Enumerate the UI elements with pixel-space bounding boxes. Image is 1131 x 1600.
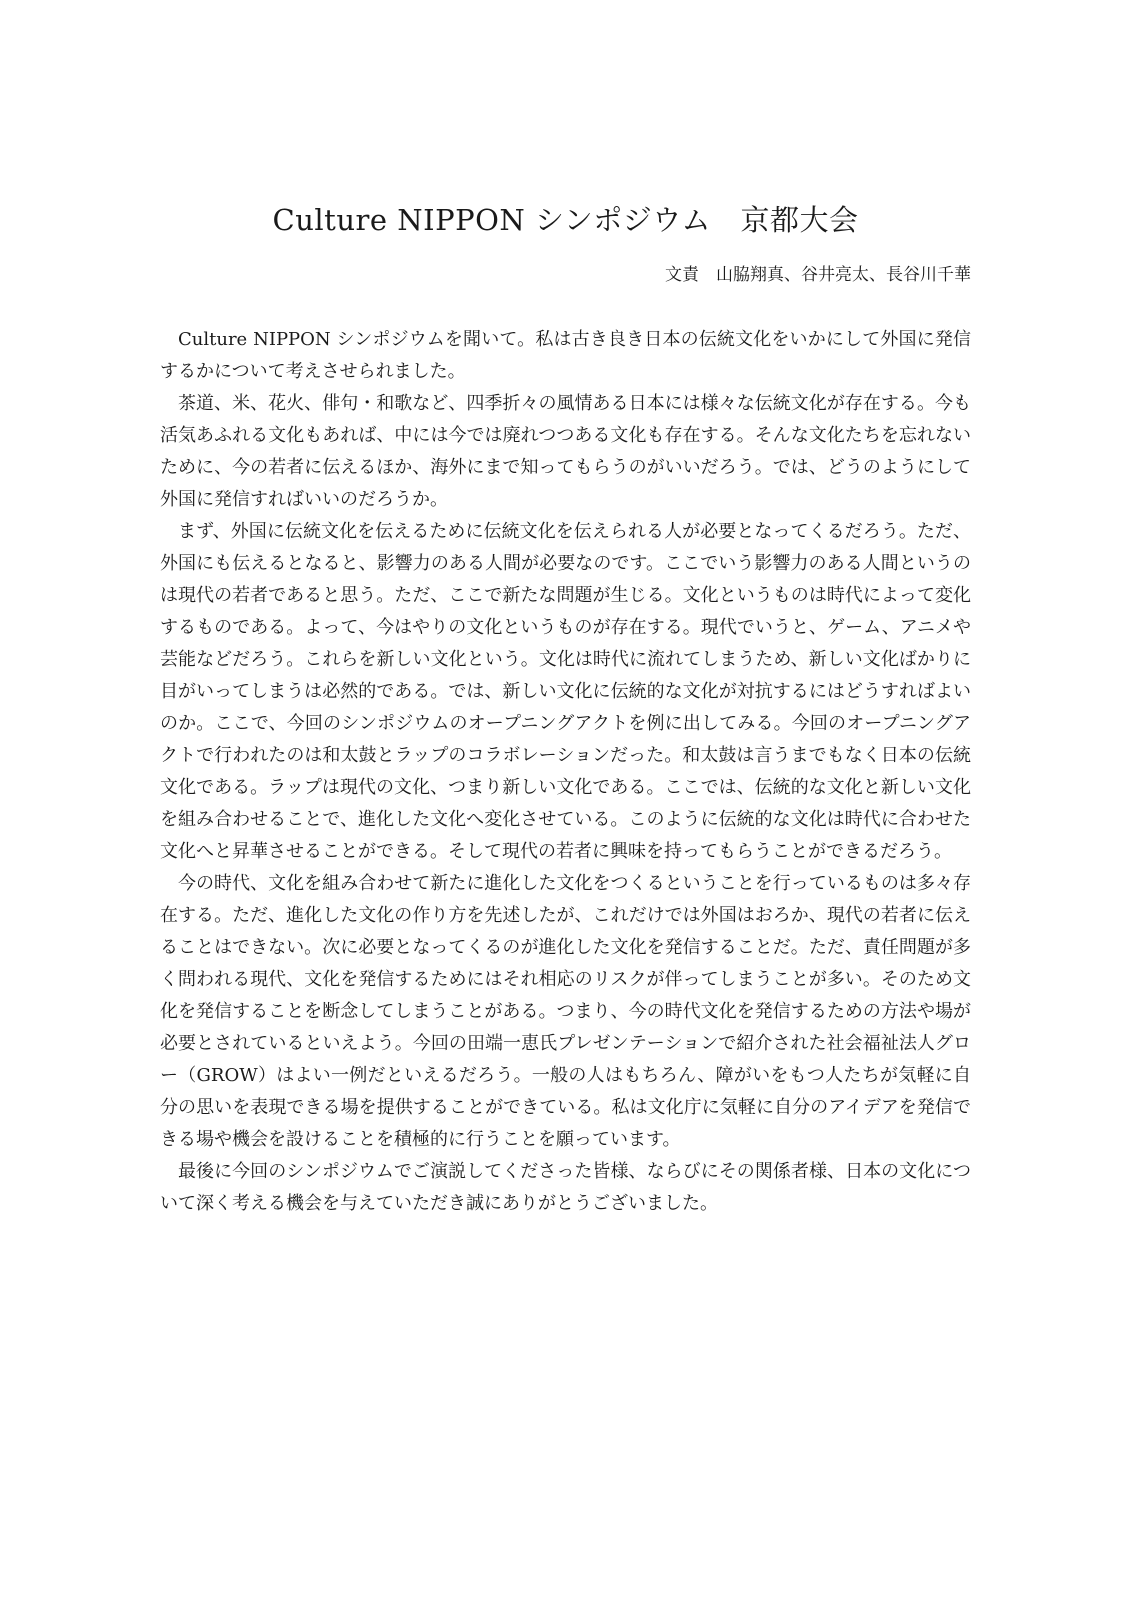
author-byline: 文責 山脇翔真、谷井亮太、長谷川千華 [665, 265, 971, 285]
paragraph-2: 茶道、米、花火、俳句・和歌など、四季折々の風情ある日本には様々な伝統文化が存在する。今も活気あふれる文化もあれば、中には今では廃れつつある文化も存在する。そんな文化たちを忘れないために、今の若者に伝えるほか、海外にまで知ってもらうのがいいだろう。では、どうのようにして外国に発信すればいいのだろうか。 [160, 393, 971, 510]
document-title: Culture NIPPON シンポジウム 京都大会 [272, 203, 859, 237]
paragraph-4: 今の時代、文化を組み合わせて新たに進化した文化をつくるということを行っているものは多々存在する。ただ、進化した文化の作り方を先述したが、これだけでは外国はおろか、現代の若者に伝えることはできない。次に必要となってくるのが進化した文化を発信することだ。ただ、責任問題が多く問われる現代、文化を発信するためにはそれ相応のリスクが伴ってしまうことが多い。そのため文化を発信することを断念してしまうことがある。つまり、今の時代文化を発信するための方法や場が必要とされているといえよう。今回の田端一恵氏プレゼンテーションで紹介された社会福祉法人グロー（GROW）はよい一例だといえるだろう。一般の人はもちろん、障がいをもつ人たちが気軽に自分の思いを表現できる場を提供することができている。私は文化庁に気軽に自分のアイデアを発信できる場や機会を設けることを積極的に行うことを願っています。 [160, 873, 971, 1150]
paragraph-3: まず、外国に伝統文化を伝えるために伝統文化を伝えられる人が必要となってくるだろう。ただ、外国にも伝えるとなると、影響力のある人間が必要なのです。ここでいう影響力のある人間というのは現代の若者であると思う。ただ、ここで新たな問題が生じる。文化というものは時代によって変化するものである。よって、今はやりの文化というものが存在する。現代でいうと、ゲーム、アニメや芸能などだろう。これらを新しい文化という。文化は時代に流れてしまうため、新しい文化ばかりに目がいってしまうは必然的である。では、新しい文化に伝統的な文化が対抗するにはどうすればよいのか。ここで、今回のシンポジウムのオープニングアクトを例に出してみる。今回のオープニングアクトで行われたのは和太鼓とラップのコラボレーションだった。和太鼓は言うまでもなく日本の伝統文化である。ラップは現代の文化、つまり新しい文化である。ここでは、伝統的な文化と新しい文化を組み合わせることで、進化した文化へ変化させている。このように伝統的な文化は時代に合わせた文化へと昇華させることができる。そして現代の若者に興味を持ってもらうことができるだろう。 [160, 521, 971, 862]
paragraph-5: 最後に今回のシンポジウムでご演説してくださった皆様、ならびにその関係者様、日本の文化について深く考える機会を与えていただき誠にありがとうございました。 [160, 1161, 971, 1214]
document-body [160, 324, 971, 1220]
paragraph-1: Culture NIPPON シンポジウムを聞いて。私は古き良き日本の伝統文化をいかにして外国に発信するかについて考えさせられました。 [160, 329, 971, 382]
